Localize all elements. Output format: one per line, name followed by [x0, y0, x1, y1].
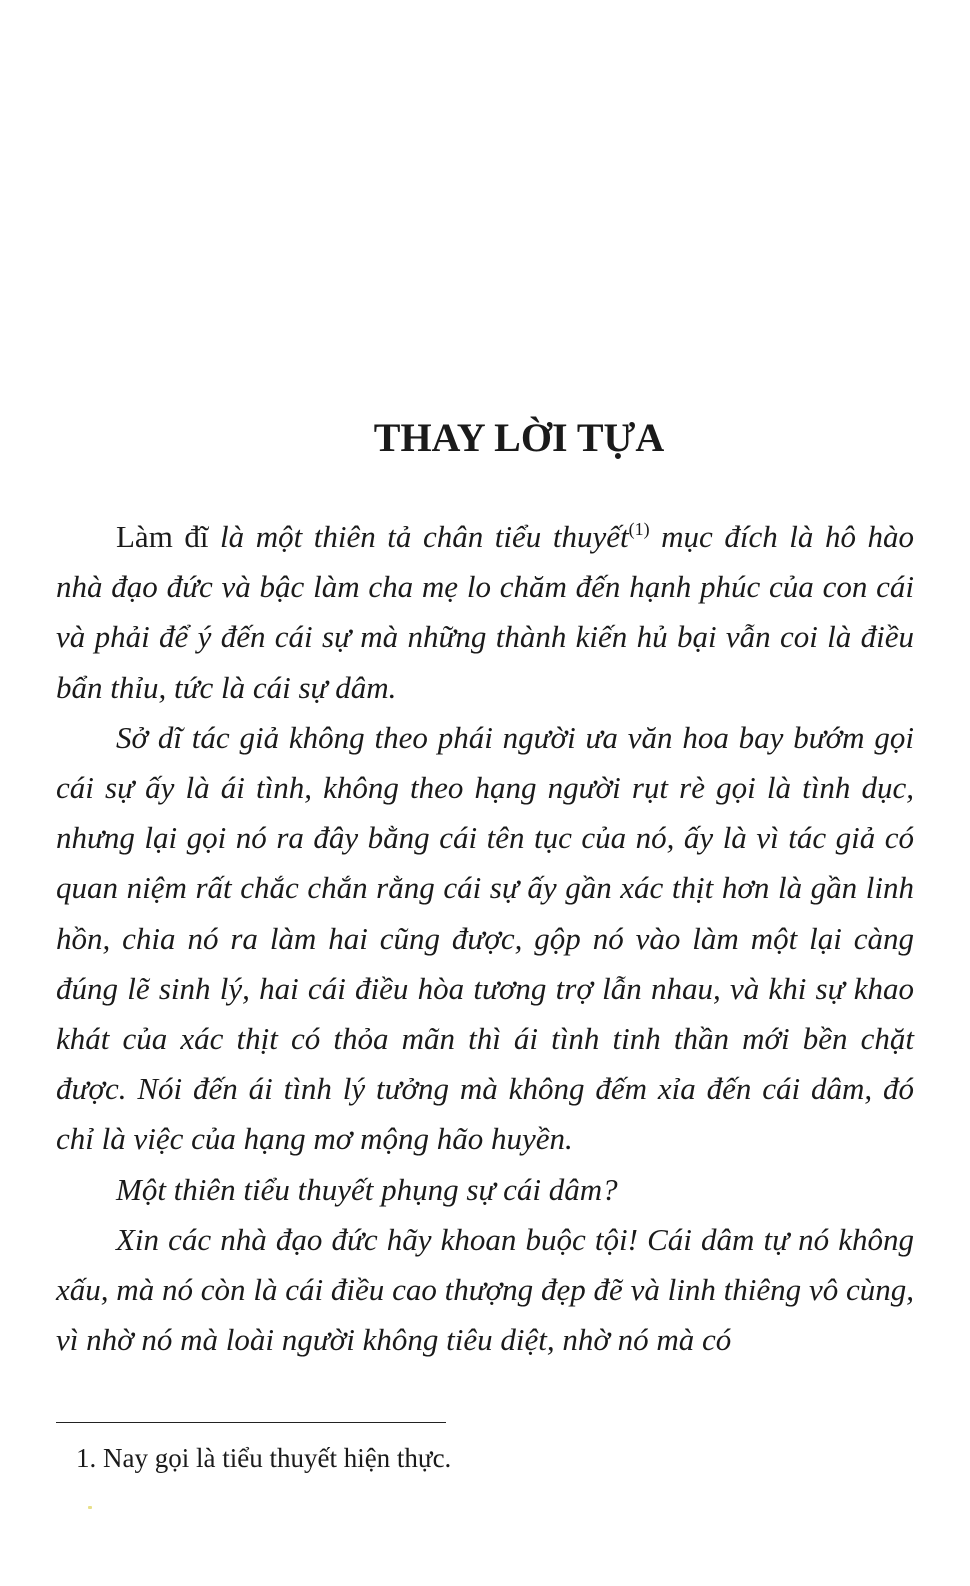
footnote: 1. Nay gọi là tiểu thuyết hiện thực. [76, 1443, 452, 1473]
footnote-reference: (1) [628, 519, 650, 539]
paragraph-4: Xin các nhà đạo đức hãy khoan buộc tội! Cái dâm tự nó không xấu, mà nó còn là cái điều cao thượng đẹp đẽ và linh thiêng vô cùng, vì nhờ nó mà loài người không tiêu diệt, nhờ nó mà có [56, 1221, 914, 1358]
paragraph-1-text-a: là một thiên tả chân tiểu thuyết [208, 519, 629, 554]
footnote-divider [56, 1422, 446, 1423]
book-title-upright: Làm đĩ [116, 519, 209, 554]
paragraph-2: Sở dĩ tác giả không theo phái người ưa văn hoa bay bướm gọi cái sự ấy là ái tình, không theo hạng người rụt rè gọi là tình dục, nhưng lại gọi nó ra đây bằng cái tên tục của nó, ấy là vì tác giả có quan niệm rất chắc chắn rằng cái sự ấy gần xác thịt hơn là gần linh hồn, chia nó ra làm hai cũng được, gộp nó vào làm một lại càng đúng lẽ sinh lý, hai cái điều hòa tương trợ lẫn nhau, và khi sự khao khát của xác thịt có thỏa mãn thì ái tình tinh thần mới bền chặt được. Nói đến ái tình lý tưởng mà không đếm xỉa đến cái dâm, đó chỉ là việc của hạng mơ mộng hão huyền. [56, 719, 914, 1157]
paragraph-3: Một thiên tiểu thuyết phụng sự cái dâm? [116, 1171, 618, 1207]
body-text [56, 512, 914, 1365]
scan-speck [88, 1506, 92, 1509]
paragraph-1-text-b: mục đích là hô hào nhà đạo đức và bậc làm cha mẹ lo chăm đến hạnh phúc của con cái và phải để ý đến cái sự mà những thành kiến hủ bại vẫn coi là điều bẩn thỉu, tức là cái sự dâm. [56, 519, 915, 705]
paragraph-1 [56, 512, 914, 713]
chapter-title: THAY LỜI TỰA [373, 415, 665, 460]
